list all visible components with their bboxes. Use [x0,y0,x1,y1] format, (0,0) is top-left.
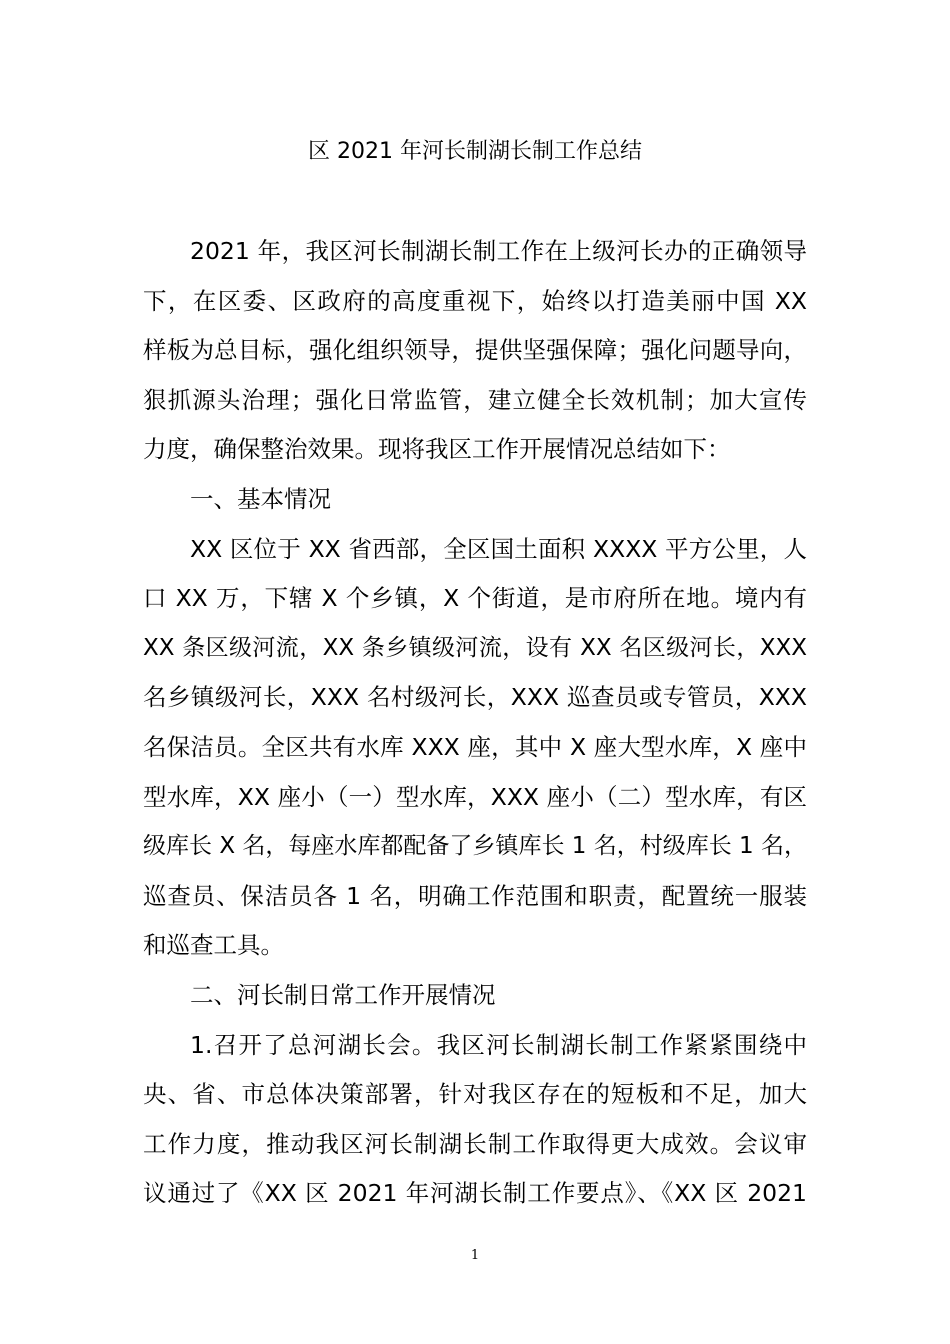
text-line: 名乡镇级河长，XXX 名村级河长，XXX 巡查员或专管员，XXX [143,683,807,712]
text-line: 1.召开了总河湖长会。我区河长制湖长制工作紧紧围绕中 [190,1030,807,1059]
text-line: 型水库，XX 座小（一）型水库，XXX 座小（二）型水库，有区 [143,782,807,811]
text-line: 议通过了《XX 区 2021 年河湖长制工作要点》、《XX 区 2021 [143,1179,807,1208]
text-line: 巡查员、保洁员各 1 名，明确工作范围和职责，配置统一服装 [143,881,807,910]
text-line: 一、基本情况 [190,484,331,513]
text-line: XX 条区级河流，XX 条乡镇级河流，设有 XX 名区级河长，XXX [143,634,807,661]
text-line: 狠抓源头治理；强化日常监管，建立健全长效机制；加大宣传 [143,385,807,414]
text-line: 央、省、市总体决策部署，针对我区存在的短板和不足，加大 [143,1080,807,1109]
text-line: 2021 年，我区河长制湖长制工作在上级河长办的正确领导 [190,237,807,265]
document-body [143,227,807,1219]
text-line: XX 区位于 XX 省西部，全区国土面积 XXXX 平方公里，人 [190,534,807,563]
text-line: 力度，确保整治效果。现将我区工作开展情况总结如下： [143,435,731,464]
text-line: 二、河长制日常工作开展情况 [190,980,496,1009]
text-line: 口 XX 万，下辖 X 个乡镇，X 个街道，是市府所在地。境内有 [143,584,807,613]
page-number: 1 [470,1248,480,1263]
text-line: 样板为总目标，强化组织领导，提供坚强保障；强化问题导向， [143,336,807,365]
text-line: 级库长 X 名，每座水库都配备了乡镇库长 1 名，村级库长 1 名， [143,833,807,860]
text-line: 下，在区委、区政府的高度重视下，始终以打造美丽中国 XX [143,286,807,315]
document-title: 区 2021 年河长制湖长制工作总结 [308,139,642,164]
text-line: 名保洁员。全区共有水库 XXX 座，其中 X 座大型水库，X 座中 [143,732,807,761]
text-line: 工作力度，推动我区河长制湖长制工作取得更大成效。会议审 [143,1129,807,1158]
text-line: 和巡查工具。 [143,931,284,960]
